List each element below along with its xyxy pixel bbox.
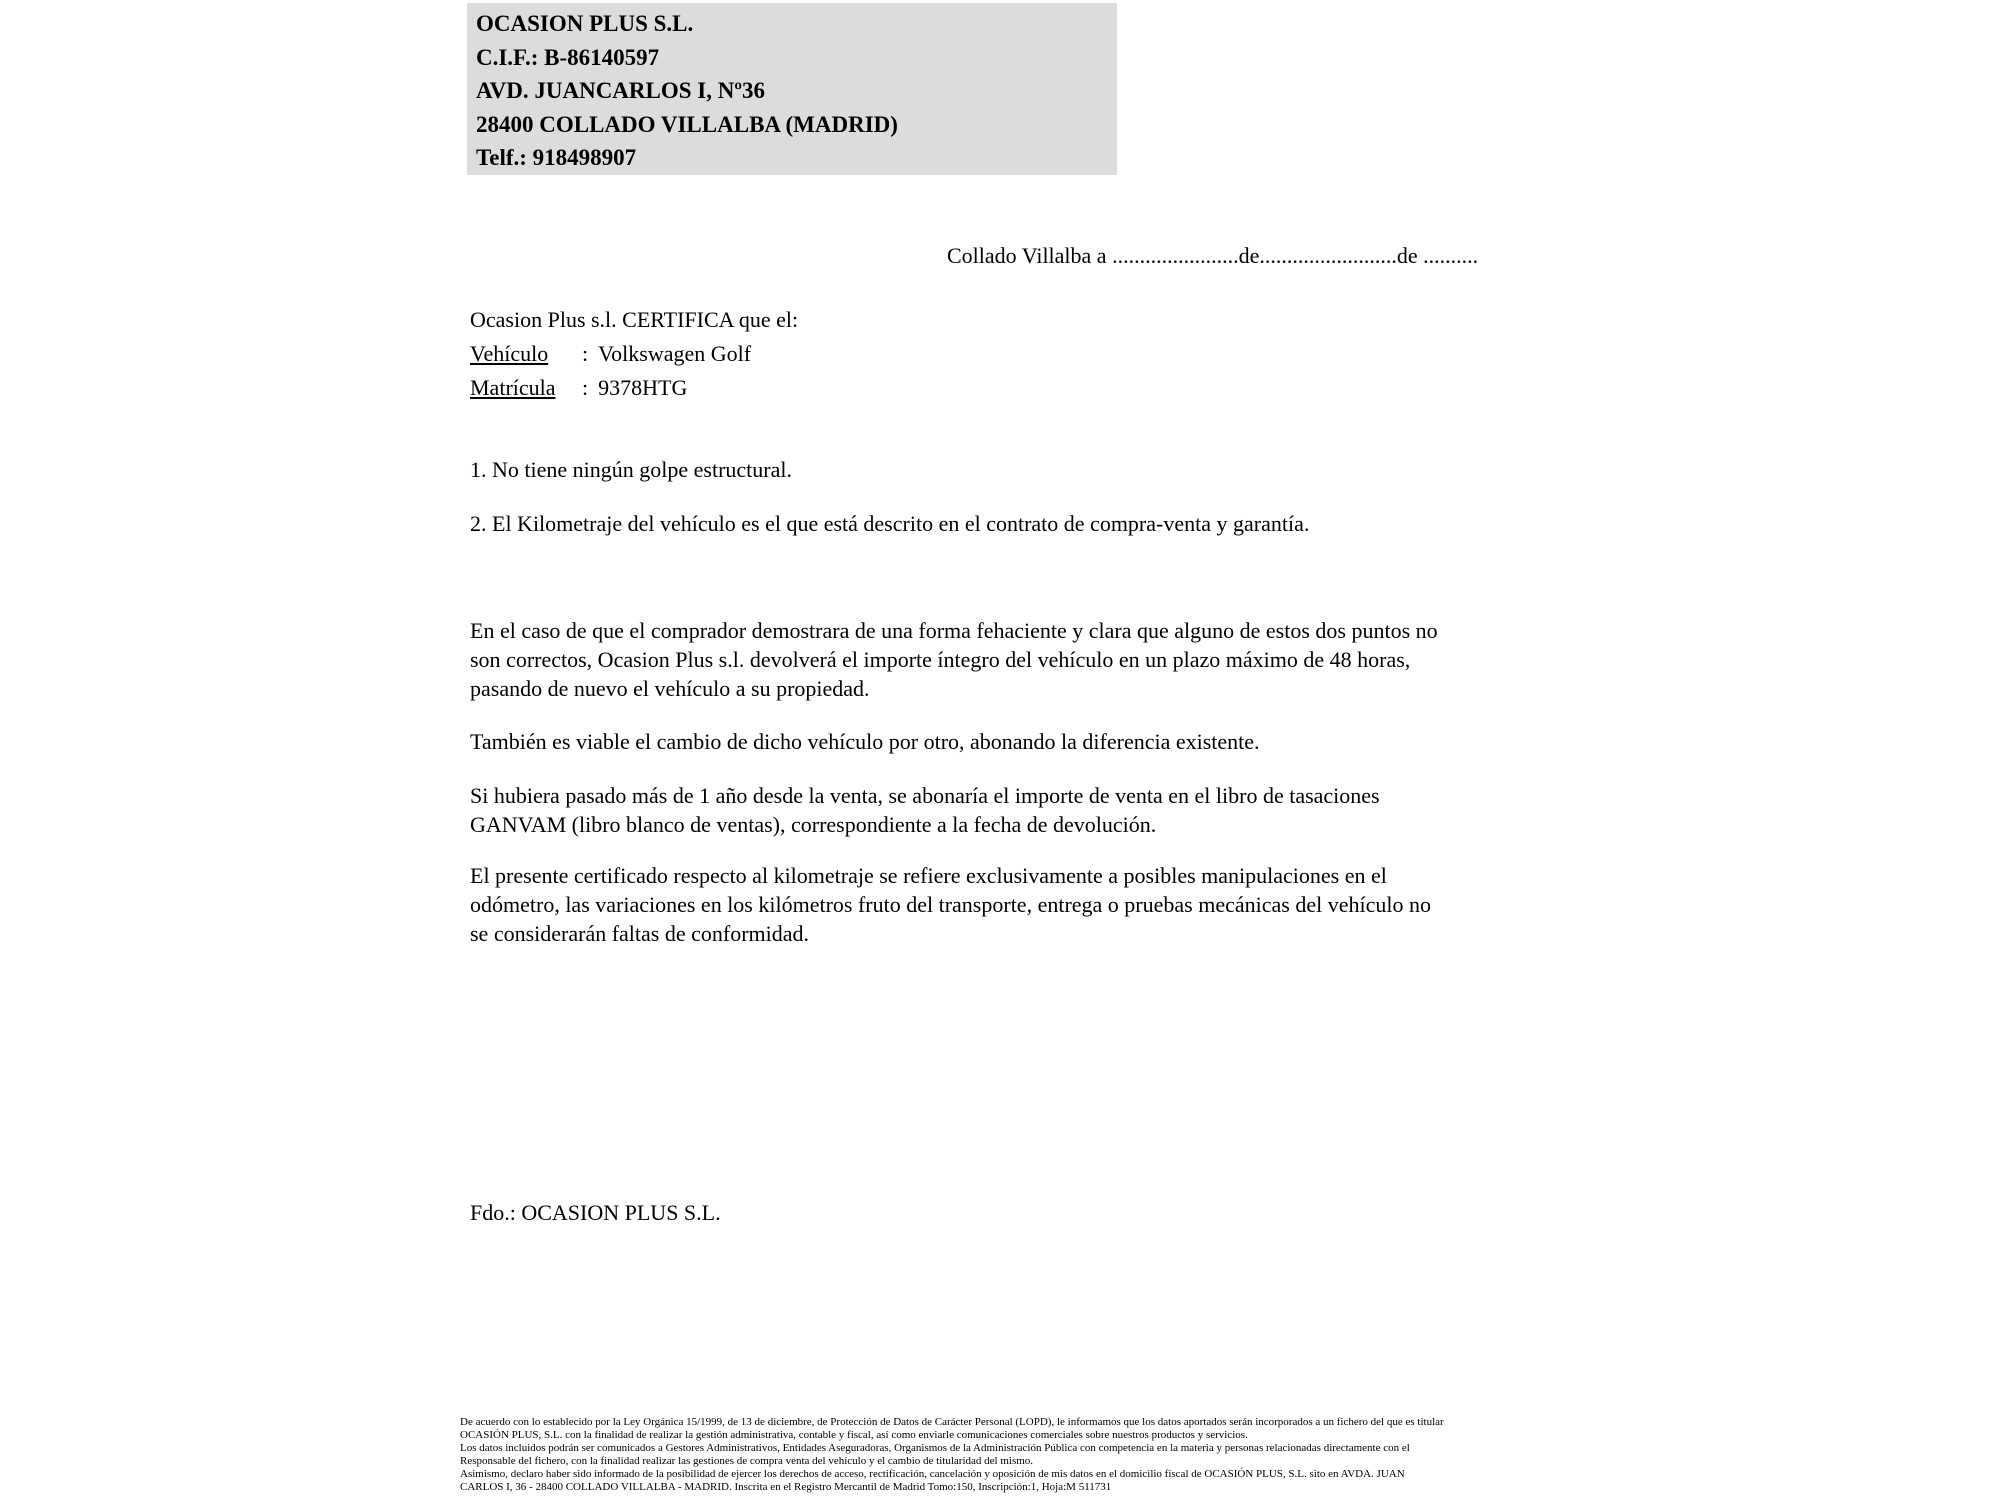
legal-footer-line: CARLOS I, 36 - 28400 COLLADO VILLALBA - MADRID. Inscrita en el Registro Mercantil de Madrid Tomo:150, Inscripción:1, Hoja:M 511731 <box>460 1481 1112 1493</box>
date-placeholder-line: Collado Villalba a .......................de.........................de .......... <box>947 243 1479 268</box>
certificate-block <box>470 303 798 405</box>
company-header-line: 28400 COLLADO VILLALBA (MADRID) <box>476 111 898 137</box>
paragraph-line: También es viable el cambio de dicho vehículo por otro, abonando la diferencia existente. <box>470 729 1260 754</box>
paragraph-line: se considerarán faltas de conformidad. <box>470 921 810 946</box>
condition-item: 1. No tiene ningún golpe estructural. <box>470 457 792 482</box>
legal-footer-line: Responsable del fichero, con la finalidad realizar las gestiones de compra venta del vehículo y el cambio de titularidad del mismo. <box>460 1455 1034 1467</box>
paragraph-ganvam <box>470 781 1380 839</box>
legal-footer-line: OCASIÓN PLUS, S.L. con la finalidad de realizar la gestión administrativa, contable y fiscal, así como enviarle comunicaciones comerciales sobre nuestros productos y servicios. <box>460 1429 1248 1441</box>
paragraph-line: son correctos, Ocasion Plus s.l. devolverá el importe íntegro del vehículo en un plazo máximo de 48 horas, <box>470 647 1411 672</box>
vehicle-field-row <box>470 337 798 371</box>
company-header-line: OCASION PLUS S.L. <box>476 11 694 36</box>
certificate-intro: Ocasion Plus s.l. CERTIFICA que el: <box>470 307 799 332</box>
plate-value: 9378HTG <box>598 375 688 400</box>
vehicle-label: Vehículo <box>470 341 549 366</box>
signature-line: Fdo.: OCASION PLUS S.L. <box>470 1200 721 1225</box>
plate-colon: : <box>582 375 589 400</box>
paragraph-odometer <box>470 861 1431 948</box>
paragraph-line: pasando de nuevo el vehículo a su propiedad. <box>470 676 870 701</box>
vehicle-value: Volkswagen Golf <box>598 341 752 366</box>
company-header-line: AVD. JUANCARLOS I, Nº36 <box>476 78 765 103</box>
legal-footer <box>460 1416 1444 1494</box>
paragraph-exchange <box>470 727 1260 756</box>
vehicle-colon: : <box>582 341 589 366</box>
legal-footer-line: Los datos incluidos podrán ser comunicados a Gestores Administrativos, Entidades Aseguradoras, Organismos de la Administración Pública con competencia en la materia y personas relacionadas directamente con el <box>460 1442 1410 1454</box>
paragraph-line: GANVAM (libro blanco de ventas), correspondiente a la fecha de devolución. <box>470 812 1157 837</box>
paragraph-refund <box>470 616 1438 703</box>
plate-field-row <box>470 371 798 405</box>
paragraph-line: odómetro, las variaciones en los kilómetros fruto del transporte, entrega o pruebas mecánicas del vehículo no <box>470 892 1431 917</box>
paragraph-line: En el caso de que el comprador demostrara de una forma fehaciente y clara que alguno de estos dos puntos no <box>470 618 1438 643</box>
company-header-line: C.I.F.: B-86140597 <box>476 44 660 70</box>
company-header-line: Telf.: 918498907 <box>476 145 637 170</box>
legal-footer-line: De acuerdo con lo establecido por la Ley Orgánica 15/1999, de 13 de diciembre, de Protección de Datos de Carácter Personal (LOPD), le informamos que los datos aportados serán incorporados a un fichero del que es titular <box>460 1416 1444 1428</box>
conditions-list <box>470 455 1309 563</box>
paragraph-line: Si hubiera pasado más de 1 año desde la venta, se abonaría el importe de venta en el libro de tasaciones <box>470 783 1380 808</box>
company-header-box <box>467 3 1117 175</box>
plate-label: Matrícula <box>470 375 556 400</box>
paragraph-line: El presente certificado respecto al kilometraje se refiere exclusivamente a posibles manipulaciones en el <box>470 863 1387 888</box>
condition-item: 2. El Kilometraje del vehículo es el que está descrito en el contrato de compra-venta y garantía. <box>470 511 1310 536</box>
legal-footer-line: Asimismo, declaro haber sido informado de la posibilidad de ejercer los derechos de acceso, rectificación, cancelación y oposición de mis datos en el domicilio fiscal de OCASIÓN PLUS, S.L. sito en AVDA. JUAN <box>460 1468 1405 1480</box>
